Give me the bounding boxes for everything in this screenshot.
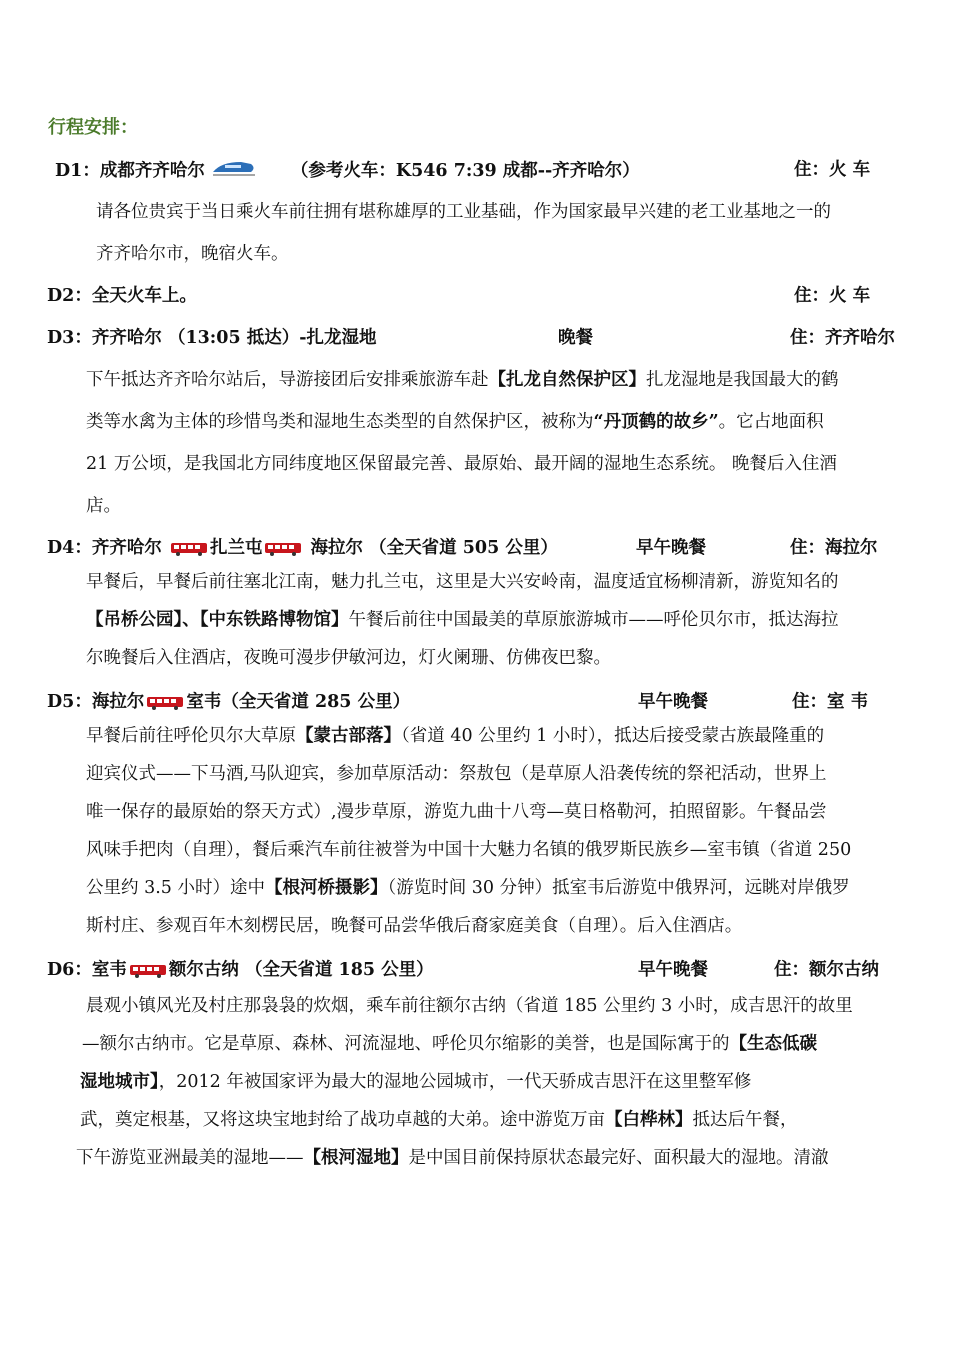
day3-text-4: 店。 xyxy=(86,496,121,516)
route-start: 齐齐哈尔 xyxy=(91,538,162,558)
day6-text-4: 武，奠定根基，又将这块宝地封给了战功卓越的大弟。途中游览万亩【白桦林】抵达后午餐， xyxy=(80,1110,798,1130)
day-route: 齐齐哈尔 （13:05 抵达）-扎龙湿地 xyxy=(91,328,377,348)
day4-text-2: 【吊桥公园】、【中东铁路博物馆】午餐后前往中国最美的草原旅游城市——呼伦贝尔市，抵达海拉 xyxy=(86,610,839,630)
day-label: D3： xyxy=(47,328,92,348)
day5-text-3: 唯一保存的最原始的祭天方式）,漫步草原，游览九曲十八弯—莫日格勒河，拍照留影。午餐品尝 xyxy=(86,802,827,822)
day2-header xyxy=(47,284,197,308)
day-label: D2： xyxy=(47,286,92,306)
day-reference: （参考火车：K546 7:39 成都--齐齐哈尔） xyxy=(290,161,640,181)
day4-stay: 住：海拉尔 xyxy=(790,538,878,558)
day5-text-5: 公里约 3.5 小时）途中【根河桥摄影】（游览时间 30 分钟）抵室韦后游览中俄界河，远眺对岸俄罗 xyxy=(86,878,850,898)
day5-text-2: 迎宾仪式——下马酒,马队迎宾，参加草原活动：祭敖包（是草原人沿袭传统的祭祀活动，世界上 xyxy=(86,764,827,784)
day-route: 成都齐齐哈尔 xyxy=(99,161,205,181)
day2-stay: 住：火 车 xyxy=(794,286,871,306)
day5-text-4: 风味手把肉（自理），餐后乘汽车前往被誉为中国十大魅力名镇的俄罗斯民族乡—室韦镇（省道 250 xyxy=(86,840,852,860)
bus-icon xyxy=(146,696,184,710)
day3-text-1: 下午抵达齐齐哈尔站后，导游接团后安排乘旅游车赴【扎龙自然保护区】扎龙湿地是我国最大的鹤 xyxy=(86,370,839,390)
route-start: 室韦 xyxy=(91,960,127,980)
day6-text-5: 下午游览亚洲最美的湿地——【根河湿地】是中国目前保持原状态最完好、面积最大的湿地。清澈 xyxy=(76,1148,829,1168)
day6-header xyxy=(47,958,434,982)
day1-text-1: 请各位贵宾于当日乘火车前往拥有堪称雄厚的工业基础，作为国家最早兴建的老工业基地之一的 xyxy=(96,202,831,222)
day4-text-3: 尔晚餐后入住酒店，夜晚可漫步伊敏河边，灯火阑珊、仿佛夜巴黎。 xyxy=(86,648,611,668)
day6-text-3: 湿地城市】，2012 年被国家评为最大的湿地公园城市，一代天骄成吉思汗在这里整军修 xyxy=(80,1072,752,1092)
day4-header xyxy=(47,536,558,560)
route-end: 海拉尔 （全天省道 505 公里） xyxy=(310,538,558,558)
bus-icon xyxy=(264,542,302,556)
day4-text-1: 早餐后，早餐后前往塞北江南，魅力扎兰屯，这里是大兴安岭南，温度适宜杨柳清新，游览知名的 xyxy=(86,572,839,592)
day5-stay: 住：室 韦 xyxy=(792,692,869,712)
day3-text-2: 类等水禽为主体的珍惜鸟类和湿地生态类型的自然保护区，被称为“丹顶鹤的故乡”。它占地面积 xyxy=(86,412,824,432)
route-start: 海拉尔 xyxy=(91,692,145,712)
day1-header xyxy=(55,158,640,185)
day4-meal: 早午晚餐 xyxy=(636,538,706,558)
day5-text-1: 早餐后前往呼伦贝尔大草原【蒙古部落】（省道 40 公里约 1 小时），抵达后接受蒙古族最隆重的 xyxy=(86,726,825,746)
bus-icon xyxy=(129,964,167,978)
day5-meal: 早午晚餐 xyxy=(638,692,708,712)
route-end: 室韦（全天省道 285 公里） xyxy=(186,692,411,712)
day1-stay: 住：火 车 xyxy=(794,160,871,180)
day1-text-2: 齐齐哈尔市，晚宿火车。 xyxy=(96,244,289,264)
route-end: 额尔古纳 （全天省道 185 公里） xyxy=(168,960,434,980)
page-title: 行程安排： xyxy=(48,117,138,138)
day-label: D6： xyxy=(47,960,92,980)
day5-text-6: 斯村庄、参观百年木刻楞民居，晚餐可品尝华俄后裔家庭美食（自理）。后入住酒店。 xyxy=(86,916,743,936)
day6-text-2: —额尔古纳市。它是草原、森林、河流湿地、呼伦贝尔缩影的美誉，也是国际寓于的【生态低碳 xyxy=(82,1034,817,1054)
day3-text-3: 21 万公顷，是我国北方同纬度地区保留最完善、最原始、最开阔的湿地生态系统。 晚餐后入住酒 xyxy=(86,454,837,474)
day5-header xyxy=(47,690,410,714)
day6-text-1: 晨观小镇风光及村庄那袅袅的炊烟，乘车前往额尔古纳（省道 185 公里约 3 小时，成吉思汗的故里 xyxy=(86,996,853,1016)
day-route: 全天火车上。 xyxy=(91,286,197,306)
train-icon xyxy=(211,158,257,185)
day6-meal: 早午晚餐 xyxy=(638,960,708,980)
day3-meal: 晚餐 xyxy=(558,328,593,348)
bus-icon xyxy=(170,542,208,556)
day-label: D4： xyxy=(47,538,92,558)
day-label: D5： xyxy=(47,692,92,712)
day6-stay: 住：额尔古纳 xyxy=(774,960,879,980)
day3-header xyxy=(47,326,376,350)
day-label: D1： xyxy=(55,161,100,181)
route-mid: 扎兰屯 xyxy=(209,538,263,558)
day3-stay: 住：齐齐哈尔 xyxy=(790,328,895,348)
